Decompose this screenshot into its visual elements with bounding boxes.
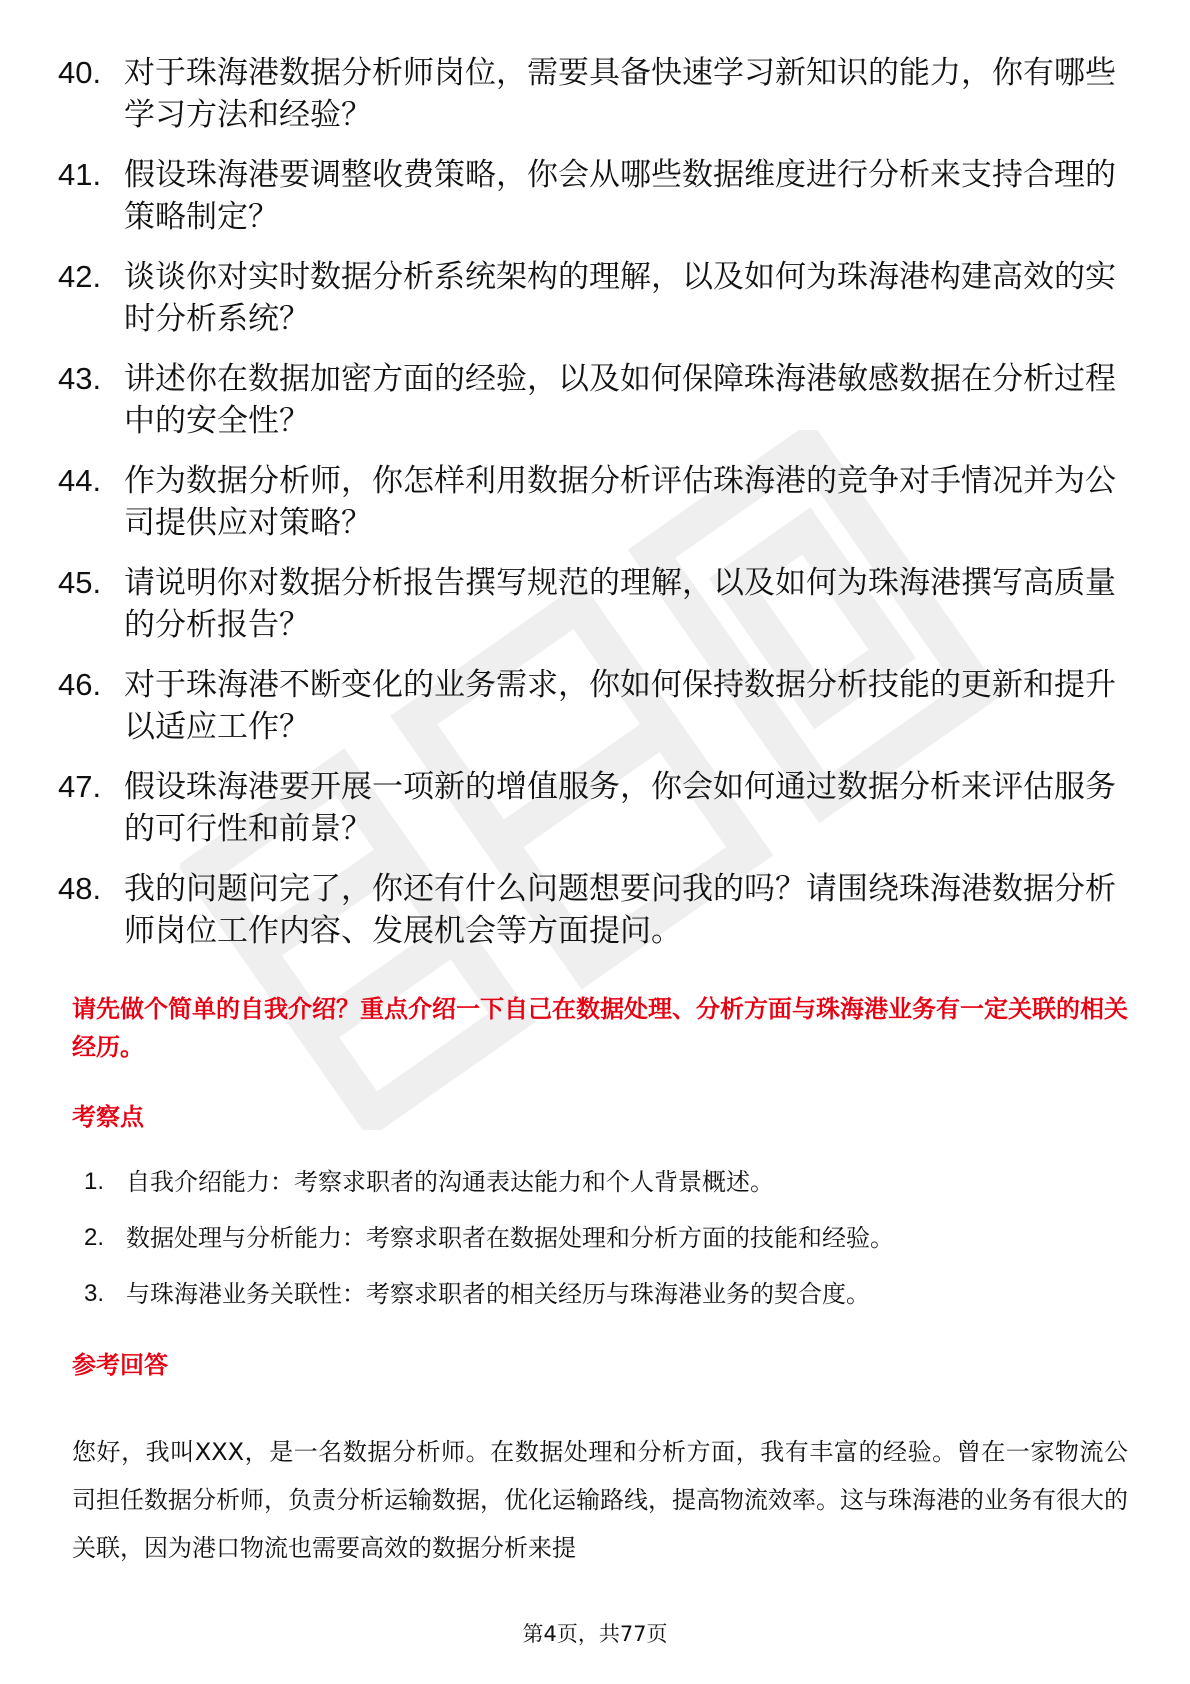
question-item — [58, 562, 1138, 646]
key-point-item — [84, 1165, 1124, 1199]
question-number: 40. — [58, 55, 102, 90]
question-item — [58, 664, 1138, 748]
question-number: 44. — [58, 463, 102, 498]
question-number: 43. — [58, 361, 102, 396]
key-point-text: 自我介绍能力：考察求职者的沟通表达能力和个人背景概述。 — [126, 1168, 774, 1196]
key-point-number: 1. — [84, 1168, 105, 1195]
interview-prompt: 请先做个简单的自我介绍？重点介绍一下自己在数据处理、分析方面与珠海港业务有一定关联的相关经历。 — [72, 995, 1128, 1061]
reference-answer-text: 您好，我叫XXX，是一名数据分析师。在数据处理和分析方面，我有丰富的经验。曾在一家物流公司担任数据分析师，负责分析运输数据，优化运输路线，提高物流效率。这与珠海港的业务有很大的关联，因为港口物流也需要高效的数据分析来提 — [72, 1438, 1128, 1562]
key-point-item — [84, 1221, 1124, 1255]
reference-answer-title: 参考回答 — [72, 1351, 168, 1379]
question-number: 42. — [58, 259, 102, 294]
question-text: 对于珠海港数据分析师岗位，需要具备快速学习新知识的能力，你有哪些学习方法和经验？ — [124, 55, 1116, 133]
question-text: 作为数据分析师，你怎样利用数据分析评估珠海港的竞争对手情况并为公司提供应对策略？ — [124, 463, 1116, 541]
key-point-item — [84, 1277, 1124, 1311]
question-item — [58, 52, 1138, 136]
question-item — [58, 868, 1138, 952]
question-text: 讲述你在数据加密方面的经验，以及如何保障珠海港敏感数据在分析过程中的安全性？ — [124, 361, 1116, 439]
question-item — [58, 460, 1138, 544]
question-text: 请说明你对数据分析报告撰写规范的理解，以及如何为珠海港撰写高质量的分析报告？ — [124, 565, 1116, 643]
key-point-number: 2. — [84, 1224, 105, 1251]
key-point-number: 3. — [84, 1280, 105, 1307]
question-number: 46. — [58, 667, 102, 702]
question-item — [58, 358, 1138, 442]
question-list — [58, 52, 1138, 970]
question-number: 48. — [58, 871, 102, 906]
key-point-text: 与珠海港业务关联性：考察求职者的相关经历与珠海港业务的契合度。 — [126, 1280, 870, 1308]
key-points-list — [84, 1165, 1124, 1333]
question-item — [58, 256, 1138, 340]
question-number: 41. — [58, 157, 102, 192]
question-text: 谈谈你对实时数据分析系统架构的理解，以及如何为珠海港构建高效的实时分析系统？ — [124, 259, 1116, 337]
question-number: 47. — [58, 769, 102, 804]
question-text: 对于珠海港不断变化的业务需求，你如何保持数据分析技能的更新和提升以适应工作？ — [124, 667, 1116, 745]
question-text: 假设珠海港要调整收费策略，你会从哪些数据维度进行分析来支持合理的策略制定？ — [124, 157, 1116, 235]
key-points-title: 考察点 — [72, 1103, 144, 1131]
question-number: 45. — [58, 565, 102, 600]
page-footer: 第4页，共77页 — [522, 1622, 668, 1646]
question-text: 我的问题问完了，你还有什么问题想要问我的吗？请围绕珠海港数据分析师岗位工作内容、发展机会等方面提问。 — [124, 871, 1116, 949]
question-item — [58, 766, 1138, 850]
key-point-text: 数据处理与分析能力：考察求职者在数据处理和分析方面的技能和经验。 — [126, 1224, 894, 1252]
question-item — [58, 154, 1138, 238]
question-text: 假设珠海港要开展一项新的增值服务，你会如何通过数据分析来评估服务的可行性和前景？ — [124, 769, 1116, 847]
